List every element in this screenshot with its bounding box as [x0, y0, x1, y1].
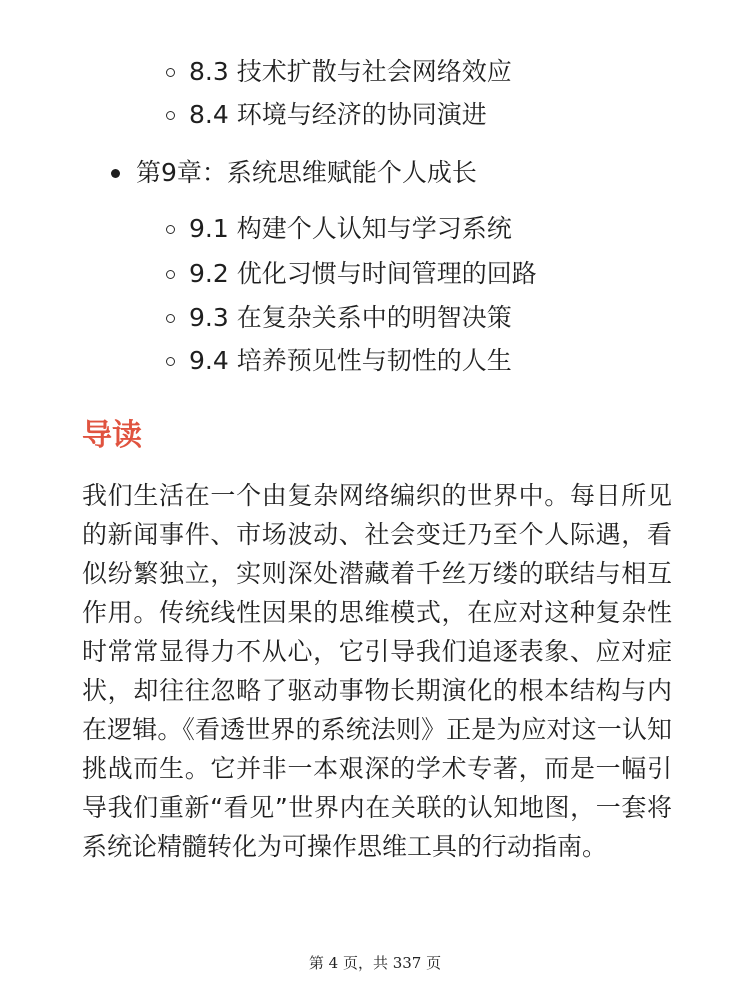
toc-chapter-9 [111, 158, 477, 188]
circle-bullet-icon [166, 68, 175, 77]
toc-item-label: 9.1 构建个人认知与学习系统 [189, 214, 512, 243]
circle-bullet-icon [166, 111, 175, 120]
toc-item-9-1 [166, 214, 512, 244]
circle-bullet-icon [166, 270, 175, 279]
toc-item-label: 9.3 在复杂关系中的明智决策 [189, 303, 512, 332]
toc-item-9-2 [166, 259, 537, 289]
page-number-footer: 第 4 页，共 337 页 [308, 954, 442, 972]
toc-item-label: 9.4 培养预见性与韧性的人生 [189, 346, 512, 375]
toc-item-label: 8.4 环境与经济的协同演进 [189, 100, 487, 129]
toc-item-8-3 [166, 57, 512, 87]
circle-bullet-icon [166, 357, 175, 366]
circle-bullet-icon [166, 314, 175, 323]
toc-item-9-4 [166, 346, 512, 376]
toc-item-label: 9.2 优化习惯与时间管理的回路 [189, 259, 537, 288]
toc-item-label: 8.3 技术扩散与社会网络效应 [189, 57, 512, 86]
disc-bullet-icon [111, 169, 120, 178]
toc-chapter-label: 第9章：系统思维赋能个人成长 [136, 158, 477, 187]
circle-bullet-icon [166, 225, 175, 234]
intro-paragraph: 我们生活在一个由复杂网络编织的世界中。每日所见的新闻事件、市场波动、社会变迁乃至个人际遇，看似纷繁独立，实则深处潜藏着千丝万缕的联结与相互作用。传统线性因果的思维模式，在应对这种复杂性时常常显得力不从心，它引导我们追逐表象、应对症状，却往往忽略了驱动事物长期演化的根本结构与内在逻辑。《看透世界的系统法则》正是为应对这一认知挑战而生。它并非一本艰深的学术专著，而是一幅引导我们重新“看见”世界内在关联的认知地图，一套将系统论精髓转化为可操作思维工具的行动指南。 [82, 481, 672, 861]
section-heading: 导读 [82, 418, 142, 453]
toc-item-9-3 [166, 303, 512, 333]
toc-item-8-4 [166, 100, 487, 130]
